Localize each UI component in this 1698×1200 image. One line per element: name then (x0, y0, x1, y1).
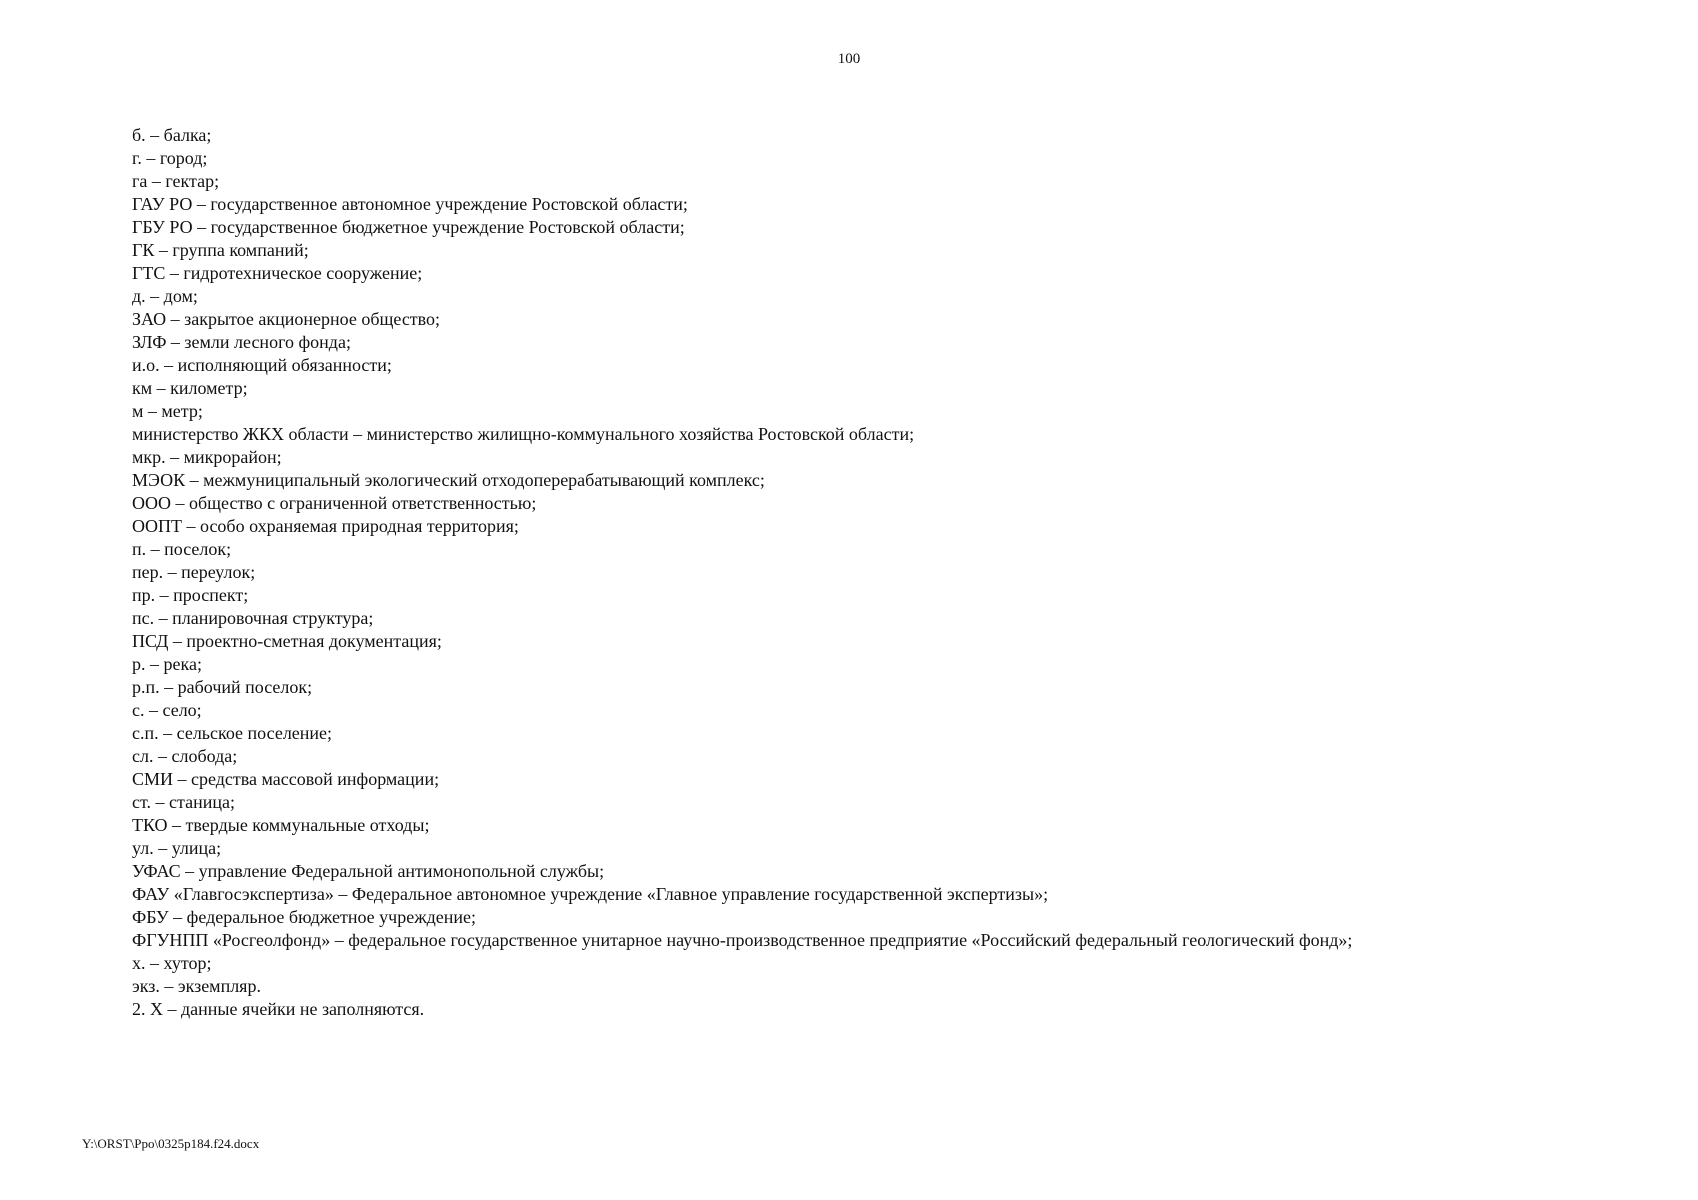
abbreviation-item: ГАУ РО – государственное автономное учреждение Ростовской области; (132, 194, 688, 214)
abbreviation-item: экз. – экземпляр. (132, 976, 261, 996)
abbreviation-item: ООПТ – особо охраняемая природная территория; (132, 516, 519, 536)
note-line: 2. Х – данные ячейки не заполняются. (132, 999, 425, 1019)
abbreviation-item: г. – город; (132, 148, 208, 168)
abbreviation-item: мкр. – микрорайон; (132, 447, 282, 467)
abbreviation-item: ЗАО – закрытое акционерное общество; (132, 309, 441, 329)
abbreviation-list (132, 124, 1672, 998)
abbreviation-item: ГК – группа компаний; (132, 240, 309, 260)
abbreviation-item: д. – дом; (132, 286, 198, 306)
abbreviation-item: ГБУ РО – государственное бюджетное учреждение Ростовской области; (132, 217, 685, 237)
abbreviation-item: ООО – общество с ограниченной ответственностью; (132, 493, 537, 513)
abbreviation-item: р.п. – рабочий поселок; (132, 677, 313, 697)
abbreviation-item: СМИ – средства массовой информации; (132, 769, 440, 789)
abbreviation-item: х. – хутор; (132, 953, 212, 973)
abbreviation-item: п. – поселок; (132, 539, 232, 559)
abbreviation-item: ФБУ – федеральное бюджетное учреждение; (132, 907, 477, 927)
abbreviation-item: министерство ЖКХ области – министерство жилищно-коммунального хозяйства Ростовской области; (132, 424, 915, 444)
abbreviation-item: ст. – станица; (132, 792, 235, 812)
file-path-footer: Y:\ORST\Ppo\0325p184.f24.docx (82, 1136, 260, 1151)
abbreviation-item: и.о. – исполняющий обязанности; (132, 355, 392, 375)
abbreviation-item: ТКО – твердые коммунальные отходы; (132, 815, 430, 835)
abbreviation-item: га – гектар; (132, 171, 220, 191)
abbreviation-item: пер. – переулок; (132, 562, 256, 582)
abbreviation-item: сл. – слобода; (132, 746, 238, 766)
abbreviation-item: ФАУ «Главгосэкспертиза» – Федеральное автономное учреждение «Главное управление государственной экспертизы»; (132, 884, 1049, 904)
abbreviation-item: ул. – улица; (132, 838, 222, 858)
abbreviation-item: б. – балка; (132, 125, 212, 145)
page-number: 100 (837, 51, 861, 67)
abbreviation-item: МЭОК – межмуниципальный экологический отходоперерабатывающий комплекс; (132, 470, 765, 490)
abbreviation-item: с. – село; (132, 700, 202, 720)
abbreviation-item: с.п. – сельское поселение; (132, 723, 333, 743)
abbreviation-item: пс. – планировочная структура; (132, 608, 374, 628)
abbreviation-item: р. – река; (132, 654, 202, 674)
abbreviation-item: ПСД – проектно-сметная документация; (132, 631, 442, 651)
abbreviation-item: км – километр; (132, 378, 248, 398)
abbreviation-item: пр. – проспект; (132, 585, 249, 605)
abbreviation-item: УФАС – управление Федеральной антимонопольной службы; (132, 861, 605, 881)
abbreviation-item: м – метр; (132, 401, 203, 421)
abbreviation-item: ГТС – гидротехническое сооружение; (132, 263, 423, 283)
abbreviation-item: ЗЛФ – земли лесного фонда; (132, 332, 351, 352)
abbreviation-item: ФГУНПП «Росгеолфонд» – федеральное государственное унитарное научно-производственное предприятие «Российский федеральный геологический фонд»; (132, 930, 1353, 950)
